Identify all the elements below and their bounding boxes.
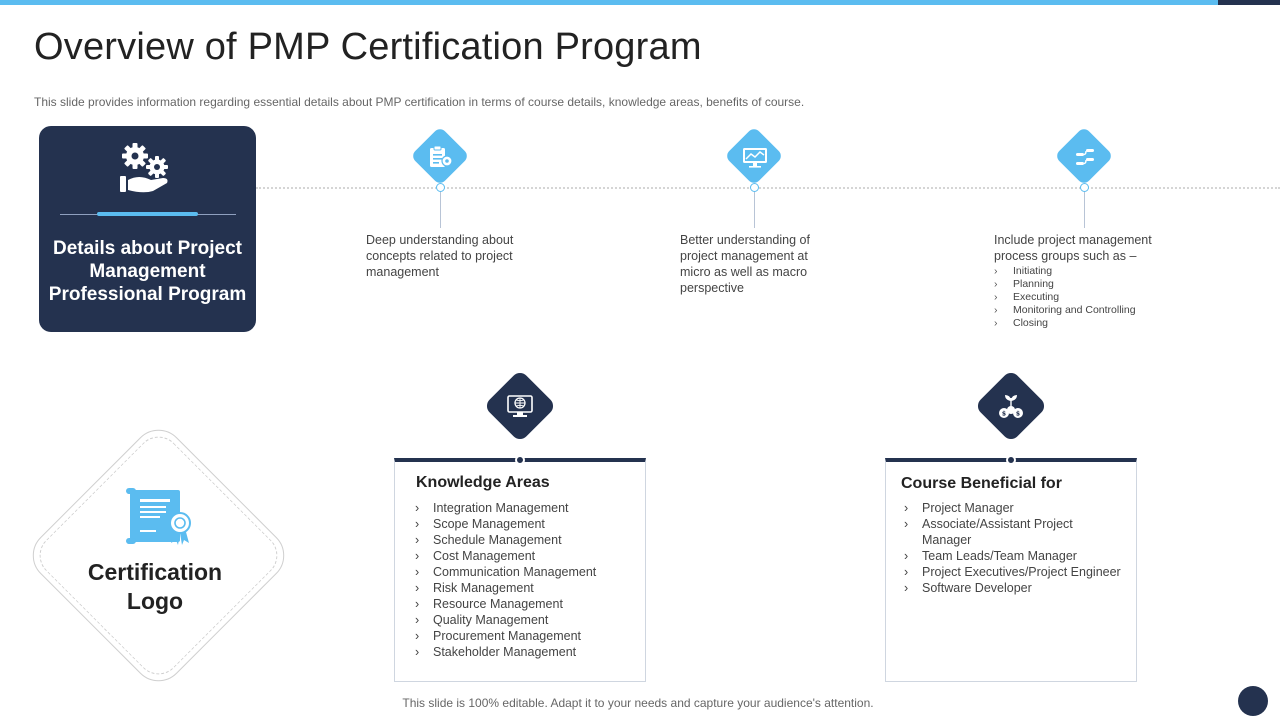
- page-indicator: [1238, 686, 1268, 716]
- feature-3-pin: [1080, 183, 1089, 192]
- beneficiary-item: › Project Executives/Project Engineer: [904, 564, 1124, 580]
- feature-3-block: [994, 232, 1174, 330]
- knowledge-area-item: › Procurement Management: [415, 628, 640, 644]
- certificate-icon: [124, 487, 194, 549]
- process-group-item: › Executing: [994, 291, 1174, 304]
- knowledge-areas-list: [415, 500, 640, 660]
- course-beneficial-list: [904, 500, 1124, 596]
- knowledge-area-item: › Schedule Management: [415, 532, 640, 548]
- clipboard-gear-icon: [428, 145, 454, 169]
- monitor-chart-icon: [742, 145, 768, 169]
- beneficiary-item: › Software Developer: [904, 580, 1124, 596]
- money-plant-icon: [997, 392, 1025, 420]
- knowledge-areas-heading: Knowledge Areas: [416, 474, 550, 491]
- page-title: Overview of PMP Certification Program: [34, 26, 702, 68]
- process-groups-list: [994, 265, 1174, 330]
- knowledge-area-item: › Communication Management: [415, 564, 640, 580]
- details-card-label: Details about Project Management Professional Program: [48, 238, 247, 305]
- gears-hand-icon: [117, 140, 177, 196]
- feature-1-text: Deep understanding about concepts related to project management: [366, 233, 514, 279]
- course-beneficial-heading: Course Beneficial for: [901, 475, 1062, 492]
- feature-2-pin: [750, 183, 759, 192]
- footer-note: [0, 696, 1280, 710]
- knowledge-area-item: › Integration Management: [415, 500, 640, 516]
- process-group-item: › Initiating: [994, 265, 1174, 278]
- beneficiary-item: › Team Leads/Team Manager: [904, 548, 1124, 564]
- process-group-item: › Monitoring and Controlling: [994, 304, 1174, 317]
- course-beneficial-dot: [1006, 455, 1016, 465]
- timeline-dotted-line: [256, 187, 1280, 189]
- top-dark-bar: [1218, 0, 1280, 5]
- knowledge-area-item: › Resource Management: [415, 596, 640, 612]
- beneficiary-item: › Project Manager: [904, 500, 1124, 516]
- knowledge-area-item: › Risk Management: [415, 580, 640, 596]
- knowledge-areas-dot: [515, 455, 525, 465]
- certification-label: Certification Logo: [87, 559, 223, 614]
- page-subtitle: This slide provides information regarding essential details about PMP certification in terms of course details, knowledge areas, benefits of course.: [34, 95, 805, 109]
- feature-2-text: Better understanding of project management at micro as well as macro perspective: [680, 233, 810, 295]
- process-group-item: › Planning: [994, 278, 1174, 291]
- svg-text:$: $: [1001, 410, 1007, 418]
- details-card: [39, 126, 256, 332]
- feature-2-connector: [754, 192, 755, 228]
- svg-text:$: $: [1015, 410, 1021, 418]
- feature-3-text: Include project management process groups such as –: [994, 233, 1152, 263]
- knowledge-area-item: › Scope Management: [415, 516, 640, 532]
- feature-1-pin: [436, 183, 445, 192]
- beneficiary-item: › Associate/Assistant Project Manager: [904, 516, 1124, 548]
- feature-3-connector: [1084, 192, 1085, 228]
- process-flow-icon: [1072, 145, 1098, 169]
- feature-1-connector: [440, 192, 441, 228]
- knowledge-area-item: › Quality Management: [415, 612, 640, 628]
- top-accent-bar: [0, 0, 1218, 5]
- computer-globe-icon: [506, 392, 534, 420]
- card-divider-accent: [97, 212, 198, 216]
- footer-text: This slide is 100% editable. Adapt it to your needs and capture your audience's attention.: [402, 696, 874, 710]
- knowledge-area-item: › Stakeholder Management: [415, 644, 640, 660]
- certification-frame-inner: [31, 428, 287, 684]
- process-group-item: › Closing: [994, 317, 1174, 330]
- knowledge-area-item: › Cost Management: [415, 548, 640, 564]
